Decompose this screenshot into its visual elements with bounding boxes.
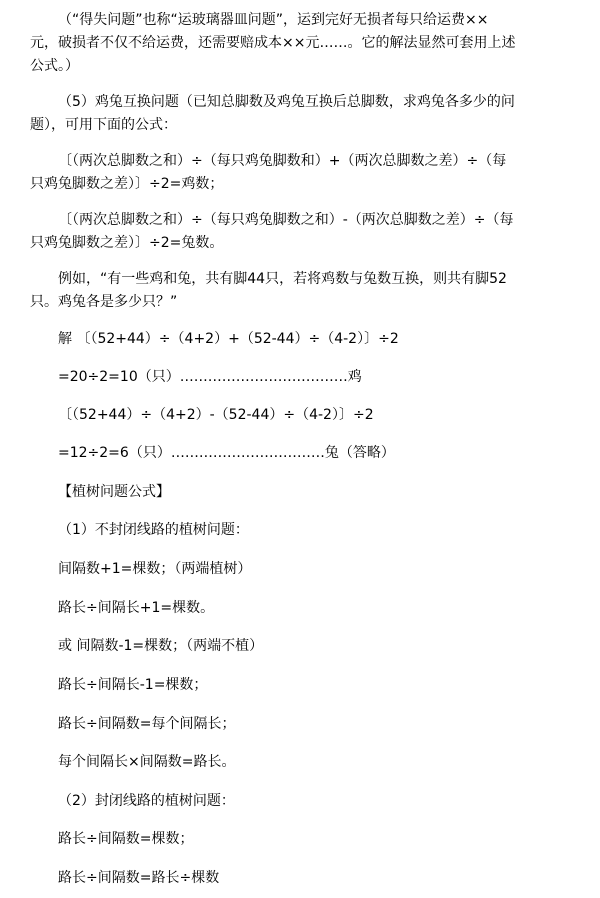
solution-line: 解 〔（52+44）÷（4+2）+（52-44）÷（4-2）〕÷2	[58, 331, 399, 347]
formula-line: 〔（两次总脚数之和）÷（每只鸡兔脚数之和）-（两次总脚数之差）÷（每	[58, 212, 514, 228]
text-line: 公式。）	[30, 58, 79, 74]
formula-line: 路长÷间隔数=棵数；	[58, 831, 194, 847]
text-line: （“得失问题”也称“运玻璃器皿问题”，运到完好无损者每只给运费××	[58, 12, 489, 28]
section-heading: 【植树问题公式】	[58, 484, 170, 500]
text-line: （5）鸡兔互换问题（已知总脚数及鸡兔互换后总脚数，求鸡兔各多少的问	[58, 94, 515, 110]
solution-line: =12÷2=6（只）……………………………兔（答略）	[58, 445, 395, 461]
subsection-heading: （2）封闭线路的植树问题：	[58, 793, 235, 809]
text-line: 题），可用下面的公式：	[30, 117, 177, 133]
solution-line: 〔（52+44）÷（4+2）-（52-44）÷（4-2）〕÷2	[58, 407, 374, 423]
formula-line: 或 间隔数-1=棵数；（两端不植）	[58, 638, 264, 654]
formula-line: 间隔数+1=棵数；（两端植树）	[58, 561, 252, 577]
text-line: 元，破损者不仅不给运费，还需要赔成本××元……。它的解法显然可套用上述	[30, 35, 516, 51]
formula-line: 每个间隔长×间隔数=路长。	[58, 754, 236, 770]
formula-line: 〔（两次总脚数之和）÷（每只鸡兔脚数和）+（两次总脚数之差）÷（每	[58, 153, 507, 169]
text-line: 只。鸡兔各是多少只？”	[30, 294, 178, 310]
formula-line: 路长÷间隔数=路长÷棵数	[58, 870, 220, 886]
text-line: 例如，“有一些鸡和兔，共有脚44只，若将鸡数与兔数互换，则共有脚52	[58, 271, 507, 287]
subsection-heading: （1）不封闭线路的植树问题：	[58, 522, 249, 538]
formula-line: 路长÷间隔长-1=棵数；	[58, 677, 208, 693]
formula-line: 只鸡兔脚数之差）〕÷2=兔数。	[30, 235, 224, 251]
solution-line: =20÷2=10（只）………………………………鸡	[58, 369, 362, 385]
formula-line: 路长÷间隔数=每个间隔长；	[58, 716, 236, 732]
formula-line: 只鸡兔脚数之差）〕÷2=鸡数；	[30, 176, 224, 192]
formula-line: 路长÷间隔长+1=棵数。	[58, 600, 215, 616]
